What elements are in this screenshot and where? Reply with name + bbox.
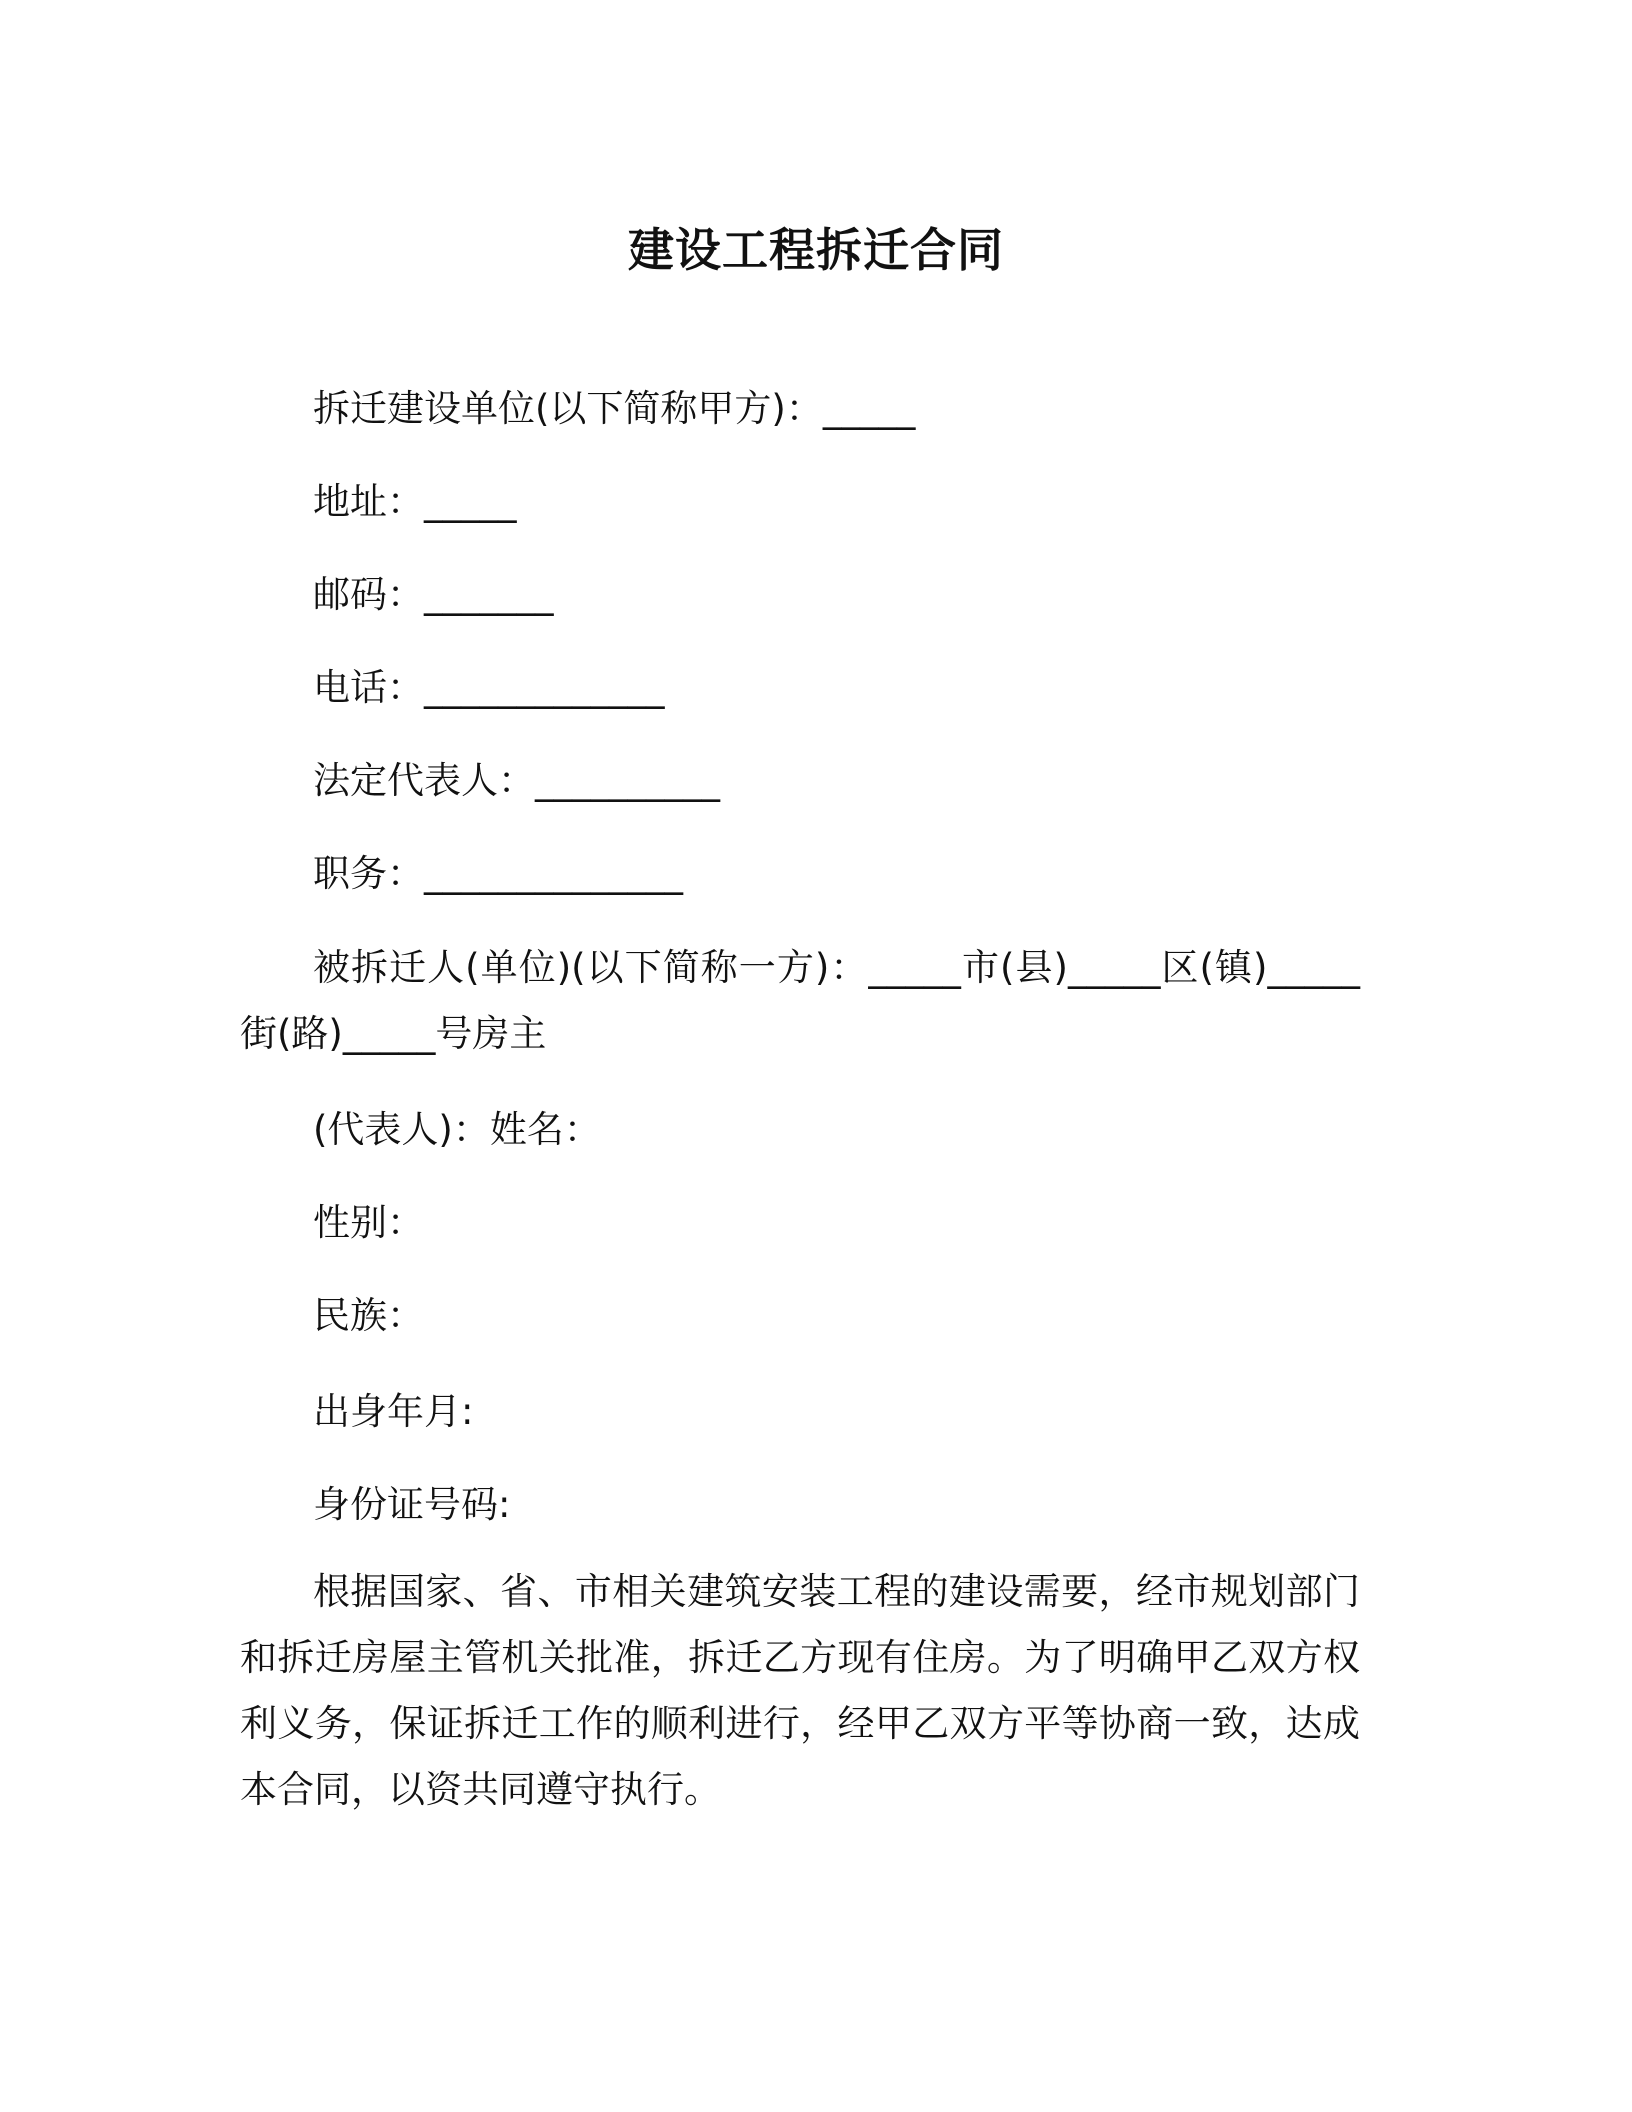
position-field: 职务：______________ xyxy=(313,852,683,895)
document-title: 建设工程拆迁合同 xyxy=(628,223,1004,277)
address-field: 地址：_____ xyxy=(313,480,517,523)
representative-name-field: (代表人)：姓名： xyxy=(313,1108,601,1151)
ethnicity-field: 民族： xyxy=(313,1294,424,1337)
gender-field: 性别： xyxy=(313,1201,424,1244)
id-number-field: 身份证号码: xyxy=(313,1483,511,1526)
party-b-paragraph: 被拆迁人(单位)(以下简称一方)：_____市(县)_____区(镇)_____街(路)_____号房主 xyxy=(240,946,1360,1055)
legal-representative-field: 法定代表人：__________ xyxy=(313,759,720,802)
phone-field: 电话：_____________ xyxy=(313,666,665,709)
preamble-paragraph: 根据国家、省、市相关建筑安装工程的建设需要，经市规划部门和拆迁房屋主管机关批准，拆迁乙方现有住房。为了明确甲乙双方权利义务，保证拆迁工作的顺利进行，经甲乙双方平等协商一致，达成本合同，以资共同遵守执行。 xyxy=(240,1570,1360,1811)
birth-date-field: 出身年月: xyxy=(313,1390,474,1433)
party-a-field: 拆迁建设单位(以下简称甲方)：_____ xyxy=(313,387,916,430)
postcode-field: 邮码：_______ xyxy=(313,573,554,616)
